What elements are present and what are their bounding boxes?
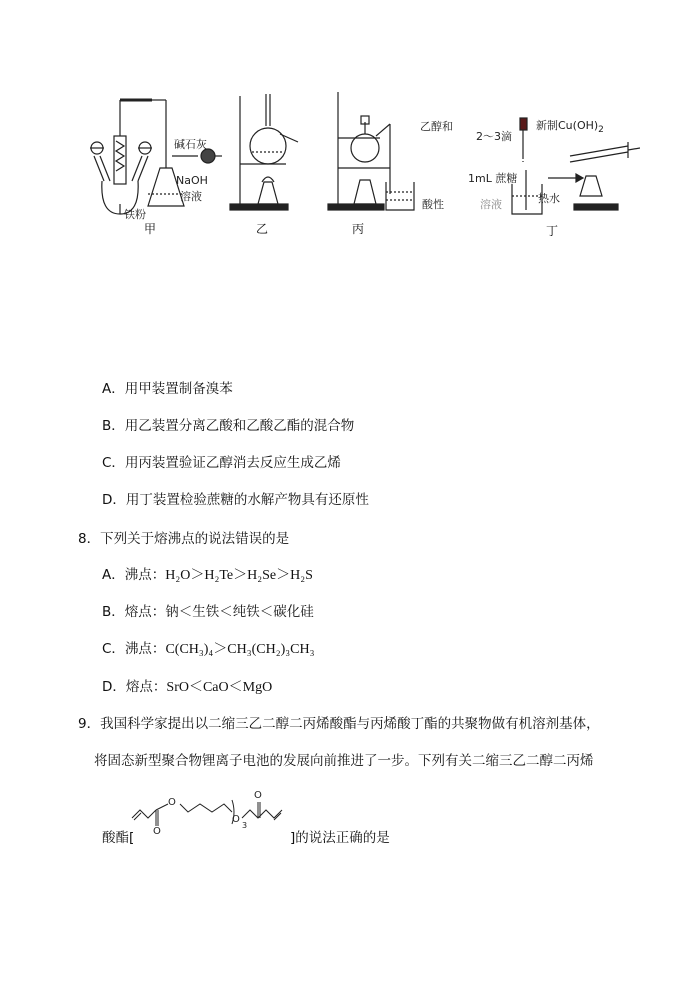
option-letter: A．	[102, 381, 125, 397]
label-ethanol: 乙醇和	[420, 120, 453, 133]
option-formula: C(CH₃)₄＞CH₃(CH₂)₃CH₃	[165, 642, 315, 657]
label-acidic: 酸性	[422, 198, 444, 211]
option-formula: H₂O＞H₂Te＞H₂Se＞H₂S	[165, 568, 313, 583]
skeletal-formula	[128, 792, 290, 846]
option-letter: D．	[102, 492, 126, 508]
option-prefix: 熔点：	[125, 679, 167, 695]
label-hot-water: 热水	[538, 192, 560, 205]
option-letter: C．	[102, 455, 125, 471]
label-cuoh: 新制$Cu(OH)_2$	[536, 119, 604, 135]
label-soda-lime: 碱石灰	[174, 138, 207, 151]
option-prefix: 沸点：	[124, 641, 166, 657]
caption-jia: 甲	[144, 222, 157, 236]
label-naoh-solution: 溶液	[180, 190, 202, 203]
option-formula: SrO＜CaO＜MgO	[166, 680, 273, 695]
option-letter: B．	[102, 604, 125, 620]
repeat-subscript: 3	[242, 821, 248, 830]
apparatus-drawing	[80, 86, 640, 236]
caption-yi: 乙	[256, 222, 269, 236]
label-iron-powder: 铁粉	[124, 208, 146, 221]
q7-option-a	[102, 377, 233, 397]
option-text: 用丙装置验证乙醇消去反应生成乙烯	[124, 455, 341, 471]
q7-option-b	[102, 414, 354, 434]
option-letter: D．	[102, 679, 126, 695]
label-drops: 2～3滴	[476, 130, 512, 143]
q9-line-3-end: ]的说法正确的是	[290, 830, 390, 846]
atom-o-3: O	[232, 814, 240, 825]
option-prefix: 沸点：	[124, 567, 166, 583]
q9-line-1: 9．我国科学家提出以二缩三乙二醇二丙烯酸酯与丙烯酸丁酯的共聚物做有机溶剂基体，	[78, 716, 600, 732]
q8-option-c	[102, 637, 315, 658]
option-letter: C．	[102, 641, 125, 657]
apparatus-figure	[80, 86, 640, 236]
q7-option-d	[102, 488, 369, 508]
caption-bing: 丙	[352, 222, 365, 236]
option-text: 用丁装置检验蔗糖的水解产物具有还原性	[125, 492, 369, 508]
option-letter: B．	[102, 418, 125, 434]
q7-option-c	[102, 451, 341, 471]
apparatus-bing	[328, 92, 414, 210]
q8-stem: 8．下列关于熔沸点的说法错误的是	[78, 531, 290, 547]
molecule-structure	[128, 792, 290, 846]
label-naoh: NaOH	[176, 174, 208, 187]
label-solution-partial: 溶液	[480, 198, 502, 211]
caption-ding: 丁	[546, 224, 559, 238]
option-letter: A．	[102, 567, 125, 583]
q8-option-a	[102, 563, 313, 584]
atom-o-2: O	[153, 826, 161, 837]
apparatus-jia	[90, 100, 222, 214]
q8-option-d	[102, 675, 272, 696]
atom-o-4: O	[254, 790, 262, 801]
option-text: 用甲装置制备溴苯	[124, 381, 233, 397]
q8-option-b	[102, 600, 314, 620]
apparatus-yi	[230, 94, 298, 210]
option-text: 用乙装置分离乙酸和乙酸乙酯的混合物	[124, 418, 355, 434]
option-text: 熔点：钠＜生铁＜纯铁＜碳化硅	[124, 604, 314, 620]
q9-line-2: 将固态新型聚合物锂离子电池的发展向前推进了一步。下列有关二缩三乙二醇二丙烯	[94, 753, 594, 769]
atom-o-1: O	[168, 797, 176, 808]
label-sucrose: 1mL 蔗糖	[468, 172, 518, 185]
q9-line-3-start: 酸酯[	[102, 830, 135, 846]
